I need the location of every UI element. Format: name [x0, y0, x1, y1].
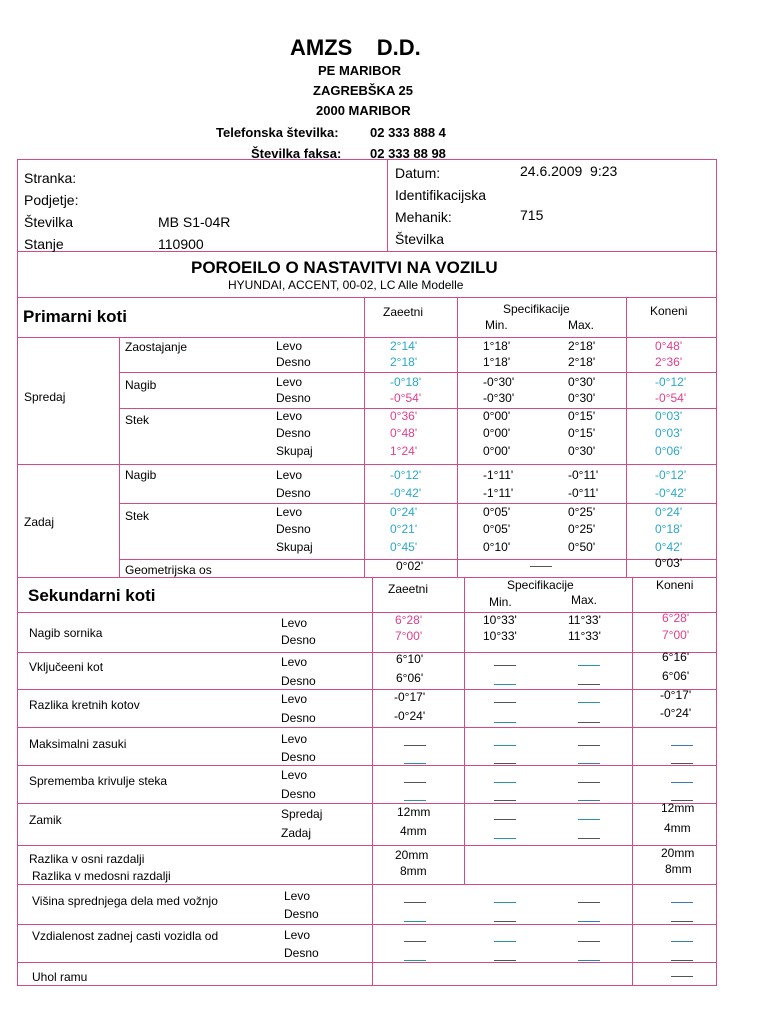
empty-cell-dash: [404, 960, 426, 961]
side-label: Desno: [284, 946, 319, 960]
value-min: -1°11': [483, 486, 514, 500]
value-before: -0°18': [390, 375, 422, 389]
side-label: Levo: [276, 468, 303, 482]
side-label: Desno: [276, 522, 311, 536]
value-after: 2°36': [655, 355, 683, 369]
company-city: 2000 MARIBOR: [316, 103, 411, 118]
value-before: 8mm: [400, 864, 427, 878]
stanje-value: 110900: [158, 236, 204, 252]
empty-cell-dash: [494, 665, 516, 666]
empty-cell-dash: [404, 763, 426, 764]
value-max: -0°11': [568, 468, 599, 482]
empty-cell-dash: [578, 941, 600, 942]
osni-razdalja-label: Razlika v osni razdalji: [29, 852, 145, 866]
side-label: Levo: [276, 375, 303, 389]
value-max: 11°33': [568, 629, 601, 643]
empty-cell-dash: [578, 819, 600, 820]
empty-cell-dash: [404, 941, 426, 942]
value-after: 8mm: [665, 862, 692, 876]
empty-cell-dash: [404, 745, 426, 746]
side-label: Levo: [276, 339, 303, 353]
empty-cell-dash: [671, 921, 693, 922]
empty-cell-dash: [671, 902, 693, 903]
value-max: 11°33': [568, 613, 601, 627]
phone-label: Telefonska številka:: [216, 125, 339, 140]
empty-cell-dash: [404, 902, 426, 903]
empty-cell-dash: [671, 976, 693, 977]
empty-cell-dash: [494, 941, 516, 942]
value-before: 6°28': [395, 613, 423, 627]
empty-cell-dash: [578, 921, 600, 922]
value-before: -0°42': [390, 486, 422, 500]
value-max: 0°25': [568, 522, 596, 536]
nagib-sornika-label: Nagib sornika: [29, 626, 103, 640]
secondary-col-after: Koneni: [656, 578, 694, 592]
empty-cell-dash: [494, 702, 516, 703]
empty-cell-dash: [671, 745, 693, 746]
value-before: 20mm: [395, 848, 429, 862]
mehanik-value: 715: [520, 207, 544, 223]
value-after: 7°00': [662, 628, 690, 642]
side-label: Desno: [276, 391, 311, 405]
value-after: 0°42': [655, 540, 683, 554]
empty-cell-dash: [578, 763, 600, 764]
value-max: -0°11': [568, 486, 599, 500]
empty-cell-dash: [578, 902, 600, 903]
side-label: Skupaj: [276, 540, 313, 554]
company-street: ZAGREBŠKA 25: [313, 83, 413, 98]
secondary-col-before: Zaeetni: [388, 582, 429, 596]
empty-cell-dash: [578, 722, 600, 723]
empty-cell-dash: [494, 684, 516, 685]
empty-cell-dash: [494, 819, 516, 820]
visina-label: Višina sprednjega dela med vožnjo: [32, 894, 218, 908]
side-label: Desno: [281, 711, 316, 725]
datum-label: Datum:: [395, 165, 441, 181]
side-label: Levo: [281, 768, 308, 782]
value-max: 0°15': [568, 409, 596, 423]
secondary-title: Sekundarni koti: [28, 586, 156, 605]
empty-cell-dash: [404, 782, 426, 783]
value-before: 6°06': [396, 671, 424, 685]
empty-cell-dash: [578, 665, 600, 666]
value-min: 1°18': [483, 339, 511, 353]
side-label: Spredaj: [281, 807, 323, 821]
datum-value: 24.6.2009 9:23: [520, 163, 618, 179]
value-min: 0°05': [483, 505, 511, 519]
value-after: 12mm: [661, 801, 695, 815]
group-label: Nagib: [125, 468, 157, 482]
spredaj-label: Spredaj: [24, 390, 66, 404]
side-label: Desno: [281, 750, 316, 764]
report-subtitle: HYUNDAI, ACCENT, 00-02, LC Alle Modelle: [228, 278, 464, 292]
empty-cell-dash: [494, 960, 516, 961]
side-label: Skupaj: [276, 444, 313, 458]
value-min: 0°00': [483, 444, 511, 458]
empty-cell-dash: [671, 763, 693, 764]
zadaj-label: Zadaj: [24, 515, 55, 529]
uhol-ramu-label: Uhol ramu: [32, 970, 88, 984]
primary-title: Primarni koti: [23, 307, 127, 326]
value-min: 1°18': [483, 355, 511, 369]
empty-cell-dash: [494, 782, 516, 783]
value-after: -0°54': [655, 391, 687, 405]
value-after: 0°06': [655, 444, 683, 458]
phone-value: 02 333 888 4: [370, 125, 446, 140]
empty-cell-dash: [494, 722, 516, 723]
side-label: Desno: [284, 907, 319, 921]
value-min: 0°10': [483, 540, 511, 554]
sprememba-krivulje-label: Sprememba krivulje steka: [29, 774, 168, 788]
ident-label: Identifikacijska: [395, 187, 487, 203]
value-max: 0°15': [568, 426, 596, 440]
empty-cell-dash: [578, 838, 600, 839]
empty-cell-dash: [578, 960, 600, 961]
value-max: 0°25': [568, 505, 596, 519]
stevilka2-label: Številka: [395, 231, 445, 247]
mehanik-label: Mehanik:: [395, 209, 452, 225]
value-after: -0°42': [655, 486, 687, 500]
value-before: -0°12': [390, 468, 422, 482]
primary-col-max: Max.: [568, 318, 595, 332]
value-before: 0°21': [390, 522, 418, 536]
podjetje-label: Podjetje:: [24, 192, 79, 208]
empty-cell-dash: [530, 566, 552, 567]
side-label: Desno: [281, 787, 316, 801]
razlika-kretnih-label: Razlika kretnih kotov: [29, 698, 140, 712]
primary-col-min: Min.: [485, 318, 508, 332]
report-title: POROEILO O NASTAVITVI NA VOZILU: [191, 258, 498, 277]
primary-col-after: Koneni: [650, 304, 688, 318]
fax-label: Številka faksa:: [251, 146, 342, 161]
value-min: -0°30': [483, 375, 515, 389]
group-label: Nagib: [125, 378, 157, 392]
stevilka-value: MB S1-04R: [158, 214, 231, 230]
empty-cell-dash: [671, 800, 693, 801]
secondary-col-max: Max.: [571, 593, 598, 607]
vzdialenost-label: Vzdialenost zadnej casti vozidla od: [32, 929, 219, 943]
value-before: 12mm: [397, 805, 431, 819]
value-before: 2°14': [390, 339, 418, 353]
fax-value: 02 333 88 98: [370, 146, 446, 161]
side-label: Levo: [281, 732, 308, 746]
side-label: Levo: [276, 409, 303, 423]
side-label: Desno: [276, 355, 311, 369]
value-min: -0°30': [483, 391, 515, 405]
value-min: 0°00': [483, 426, 511, 440]
value-max: 0°30': [568, 444, 596, 458]
empty-cell-dash: [494, 800, 516, 801]
geo-after: 0°03': [655, 556, 683, 570]
stevilka-label: Številka: [24, 214, 74, 230]
primary-col-before: Zaeetni: [383, 305, 424, 319]
value-after: 0°48': [655, 339, 683, 353]
empty-cell-dash: [578, 684, 600, 685]
empty-cell-dash: [578, 782, 600, 783]
value-after: 4mm: [664, 821, 691, 835]
value-after: 6°06': [662, 669, 690, 683]
empty-cell-dash: [578, 745, 600, 746]
value-min: 10°33': [483, 613, 517, 627]
value-before: -0°17': [394, 690, 426, 704]
group-label: Stek: [125, 509, 150, 523]
value-after: 6°28': [662, 611, 690, 625]
value-after: 0°18': [655, 522, 683, 536]
side-label: Desno: [276, 486, 311, 500]
value-after: -0°12': [655, 375, 687, 389]
vkljuceni-kot-label: Vključeeni kot: [29, 660, 104, 674]
zamik-label: Zamik: [29, 813, 62, 827]
value-max: 0°30': [568, 391, 596, 405]
empty-cell-dash: [494, 838, 516, 839]
value-before: 4mm: [400, 824, 427, 838]
value-after: -0°24': [660, 706, 692, 720]
empty-cell-dash: [494, 921, 516, 922]
value-before: -0°24': [394, 709, 426, 723]
secondary-col-spec: Specifikacije: [507, 578, 574, 592]
side-label: Levo: [281, 616, 308, 630]
value-min: 0°05': [483, 522, 511, 536]
empty-cell-dash: [494, 902, 516, 903]
side-label: Zadaj: [281, 826, 312, 840]
value-before: 7°00': [395, 629, 423, 643]
value-after: 0°24': [655, 505, 683, 519]
value-before: 0°48': [390, 426, 418, 440]
value-before: -0°54': [390, 391, 422, 405]
group-label: Zaostajanje: [125, 340, 188, 354]
empty-cell-dash: [404, 921, 426, 922]
group-label: Stek: [125, 413, 150, 427]
side-label: Levo: [281, 692, 308, 706]
side-label: Desno: [281, 674, 316, 688]
empty-cell-dash: [578, 702, 600, 703]
empty-cell-dash: [494, 763, 516, 764]
empty-cell-dash: [671, 941, 693, 942]
medosni-razdalja-label: Razlika v medosni razdalji: [32, 869, 171, 883]
maksimalni-zasuki-label: Maksimalni zasuki: [29, 737, 127, 751]
company-unit: PE MARIBOR: [318, 63, 402, 78]
value-after: 6°16': [662, 650, 690, 664]
empty-cell-dash: [578, 800, 600, 801]
side-label: Levo: [281, 655, 308, 669]
empty-cell-dash: [494, 745, 516, 746]
value-after: 0°03': [655, 426, 683, 440]
value-after: -0°17': [660, 688, 692, 702]
company-name: AMZS D.D.: [290, 35, 421, 60]
value-after: 0°03': [655, 409, 683, 423]
value-min: -1°11': [483, 468, 514, 482]
value-before: 6°10': [396, 652, 424, 666]
side-label: Desno: [276, 426, 311, 440]
stranka-label: Stranka:: [24, 170, 77, 186]
primary-col-spec: Specifikacije: [503, 302, 570, 316]
value-max: 0°50': [568, 540, 596, 554]
side-label: Desno: [281, 633, 316, 647]
empty-cell-dash: [671, 960, 693, 961]
value-before: 0°45': [390, 540, 418, 554]
geo-before: 0°02': [396, 559, 424, 573]
stanje-label: Stanje: [24, 236, 64, 252]
value-before: 2°18': [390, 355, 418, 369]
value-before: 1°24': [390, 444, 418, 458]
side-label: Levo: [276, 505, 303, 519]
value-min: 10°33': [483, 629, 517, 643]
value-after: 20mm: [661, 846, 695, 860]
value-max: 2°18': [568, 355, 596, 369]
secondary-col-min: Min.: [489, 595, 512, 609]
geo-label: Geometrijska os: [125, 563, 212, 577]
value-before: 0°24': [390, 505, 418, 519]
empty-cell-dash: [671, 782, 693, 783]
value-max: 0°30': [568, 375, 596, 389]
empty-cell-dash: [404, 800, 426, 801]
value-min: 0°00': [483, 409, 511, 423]
value-before: 0°36': [390, 409, 418, 423]
side-label: Levo: [284, 928, 311, 942]
side-label: Levo: [284, 889, 311, 903]
value-after: -0°12': [655, 468, 687, 482]
value-max: 2°18': [568, 339, 596, 353]
info-divider: [387, 159, 388, 251]
